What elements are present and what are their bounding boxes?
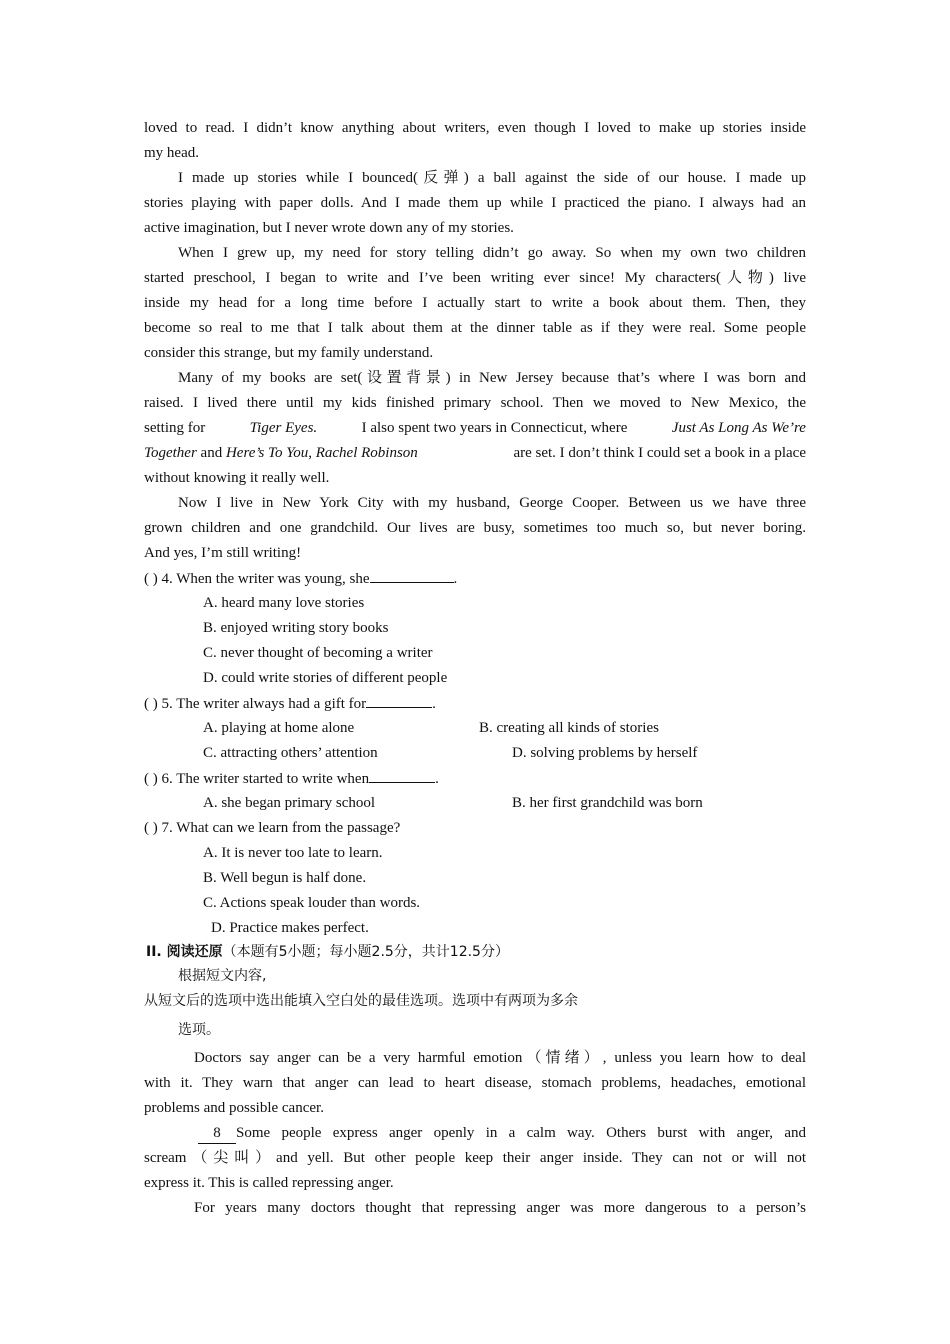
option-a: A. It is never too late to learn. — [203, 845, 383, 861]
passage1-line: active imagination, but I never wrote down any of my stories. — [144, 220, 514, 236]
passage1-line: I made up stories while I bounced(反弹) a ball against the side of our house. I made up — [178, 170, 806, 186]
option-d: D. Practice makes perfect. — [211, 920, 369, 936]
book-title-just-as-long: Just As Long As We’re — [671, 420, 806, 436]
are-set-text: are set. I don’t think I could set a book in a place — [513, 445, 806, 461]
instruction-line: 从短文后的选项中选出能填入空白处的最佳选项。选项中有两项为多余 — [144, 993, 578, 1009]
passage1-line-mixed — [144, 443, 806, 463]
passage1-line: consider this strange, but my family understand. — [144, 345, 434, 361]
option-a: A. she began primary school — [203, 795, 376, 811]
option-d: D. solving problems by herself — [512, 745, 698, 761]
option-c: C. attracting others’ attention — [203, 745, 378, 761]
blank-number-8: 8 — [198, 1123, 236, 1144]
question-6 — [144, 768, 439, 789]
and-text: and — [200, 445, 223, 461]
setting-for-text: setting for — [144, 420, 206, 436]
section-heading — [146, 942, 509, 962]
option-a: A. heard many love stories — [203, 595, 365, 611]
passage2-line-blank — [144, 1123, 806, 1144]
instruction-line: 根据短文内容, — [178, 968, 267, 984]
option-c: C. Actions speak louder than words. — [203, 895, 421, 911]
passage2-line-text: Some people express anger openly in a calm way. Others burst with anger, and — [236, 1125, 806, 1141]
book-title-rachel-robinson: Rachel Robinson — [315, 445, 418, 461]
question-5 — [144, 693, 436, 714]
passage1-line: grown children and one grandchild. Our lives are busy, sometimes too much so, but never boring. — [144, 520, 806, 536]
section-heading-bold: II. 阅读还原 — [146, 944, 223, 960]
passage2-line: Doctors say anger can be a very harmful emotion（情绪）, unless you learn how to deal — [194, 1050, 806, 1066]
passage1-line-mixed — [144, 418, 806, 438]
question-6-stem: ( ) 6. The writer started to write when — [144, 771, 370, 787]
question-end: . — [432, 696, 436, 712]
passage1-line: inside my head for a long time before I actually start to write a book about them. Then, they — [144, 295, 806, 311]
question-end: . — [453, 571, 458, 587]
option-b: B. her first grandchild was born — [512, 795, 703, 811]
option-c: C. never thought of becoming a writer — [203, 645, 433, 661]
book-title-heres-to-you: Here’s To You — [225, 445, 309, 461]
instruction-line: 选项。 — [178, 1022, 220, 1038]
book-title-tiger-eyes: Tiger Eyes. — [249, 420, 318, 436]
section-heading-note: （本题有5小题；每小题2.5分，共计12.5分） — [222, 944, 509, 960]
option-a: A. playing at home alone — [203, 720, 355, 736]
question-4-stem: ( ) 4. When the writer was young, she — [144, 571, 370, 587]
answer-blank — [369, 768, 435, 783]
passage1-line: started preschool, I began to write and I’ve been writing ever since! My characters(人物) live — [144, 270, 806, 286]
passage2-line: with it. They warn that anger can lead to heart disease, stomach problems, headaches, emotional — [144, 1075, 806, 1091]
passage2-line: For years many doctors thought that repressing anger was more dangerous to a person’s — [194, 1200, 806, 1216]
passage1-line: without knowing it really well. — [144, 470, 330, 486]
answer-blank — [370, 568, 454, 583]
option-b: B. Well begun is half done. — [203, 870, 367, 886]
option-d: D. could write stories of different people — [203, 670, 448, 686]
passage1-line: my head. — [144, 145, 199, 161]
passage1-line: And yes, I’m still writing! — [144, 545, 302, 561]
passage1-line: Now I live in New York City with my husband, George Cooper. Between us we have three — [178, 495, 806, 511]
passage1-line: Many of my books are set(设置背景) in New Jersey because that’s where I was born and — [178, 370, 806, 386]
question-7-stem: ( ) 7. What can we learn from the passage? — [144, 820, 401, 836]
book-title-together: Together — [144, 445, 197, 461]
option-b: B. creating all kinds of stories — [479, 720, 659, 736]
passage2-line: scream（尖叫）and yell. But other people keep their anger inside. They can not or will not — [144, 1150, 806, 1166]
question-4 — [144, 568, 457, 589]
connecticut-text: I also spent two years in Connecticut, where — [361, 420, 628, 436]
answer-blank — [366, 693, 432, 708]
question-end: . — [435, 771, 439, 787]
passage1-line: raised. I lived there until my kids finished primary school. Then we moved to New Mexico, the — [144, 395, 806, 411]
option-b: B. enjoyed writing story books — [203, 620, 389, 636]
passage2-line: express it. This is called repressing anger. — [144, 1175, 394, 1191]
passage2-line: problems and possible cancer. — [144, 1100, 324, 1116]
comma-text: , — [308, 445, 312, 461]
question-5-stem: ( ) 5. The writer always had a gift for — [144, 696, 367, 712]
passage1-line: When I grew up, my need for story telling didn’t go away. So when my own two children — [178, 245, 806, 261]
passage1-line: loved to read. I didn’t know anything about writers, even though I loved to make up stories inside — [144, 120, 806, 136]
passage1-line: become so real to me that I talk about them at the dinner table as if they were real. Some people — [144, 320, 806, 336]
passage1-line: stories playing with paper dolls. And I made them up while I practiced the piano. I always had an — [144, 195, 806, 211]
